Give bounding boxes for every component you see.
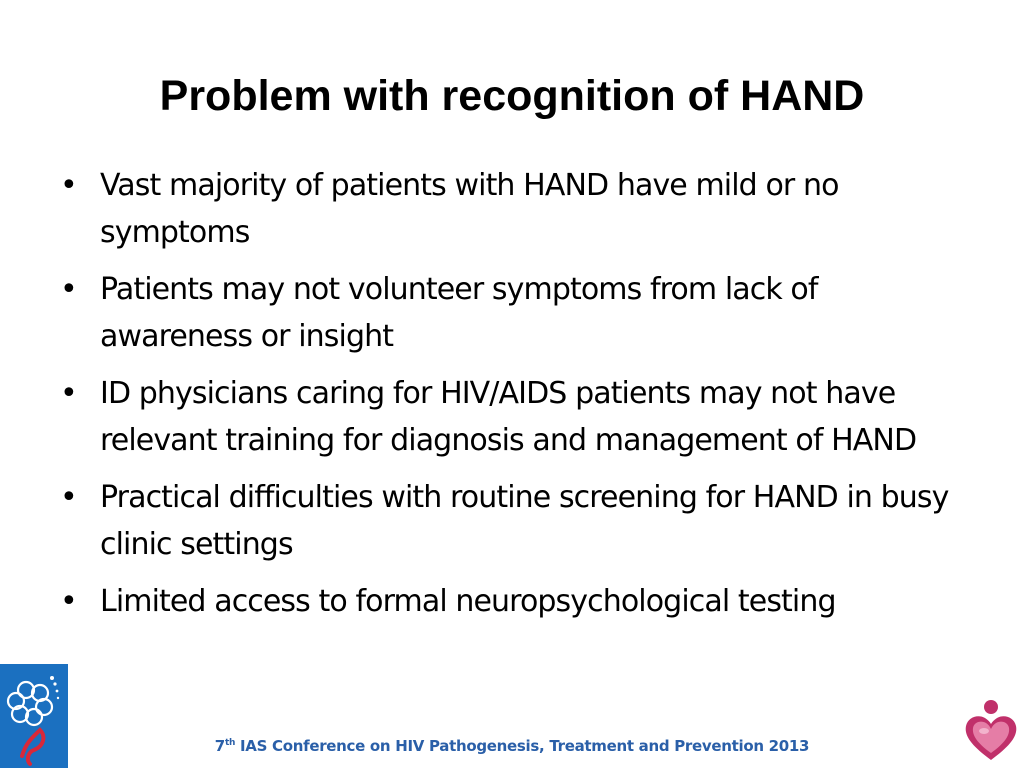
bullet-item <box>58 162 915 256</box>
bullet-text: ID physicians caring for HIV/AIDS patients may not have relevant training for diagnosis and management of HAND <box>100 376 917 458</box>
heart-shine-icon <box>979 728 989 734</box>
footer-text: IAS Conference on HIV Pathogenesis, Treatment and Prevention 2013 <box>235 737 810 755</box>
figure-head-icon <box>984 700 998 714</box>
slide-footer <box>0 735 1024 757</box>
bullet-item <box>58 370 978 464</box>
bullet-marker: • <box>60 168 77 203</box>
bullet-item <box>58 266 978 360</box>
bullet-item <box>58 474 978 568</box>
footer-number: 7 <box>214 737 225 755</box>
bullet-text: Limited access to formal neuropsychological testing <box>100 584 836 619</box>
bullet-marker: • <box>60 376 77 411</box>
slide-title: Problem with recognition of HAND <box>159 72 865 120</box>
bullet-text: Practical difficulties with routine screening for HAND in busy clinic settings <box>100 480 949 562</box>
bullet-marker: • <box>60 272 77 307</box>
bullet-marker: • <box>60 584 77 619</box>
flower-petals-icon <box>8 682 52 725</box>
flower-dots-icon <box>50 676 59 699</box>
bullet-list <box>58 162 978 635</box>
footer-superscript: th <box>224 738 236 748</box>
bullet-text: Vast majority of patients with HAND have mild or no symptoms <box>100 168 839 250</box>
bullet-text: Patients may not volunteer symptoms from lack of awareness or insight <box>100 272 818 354</box>
bullet-item <box>58 578 978 625</box>
bullet-marker: • <box>60 480 77 515</box>
